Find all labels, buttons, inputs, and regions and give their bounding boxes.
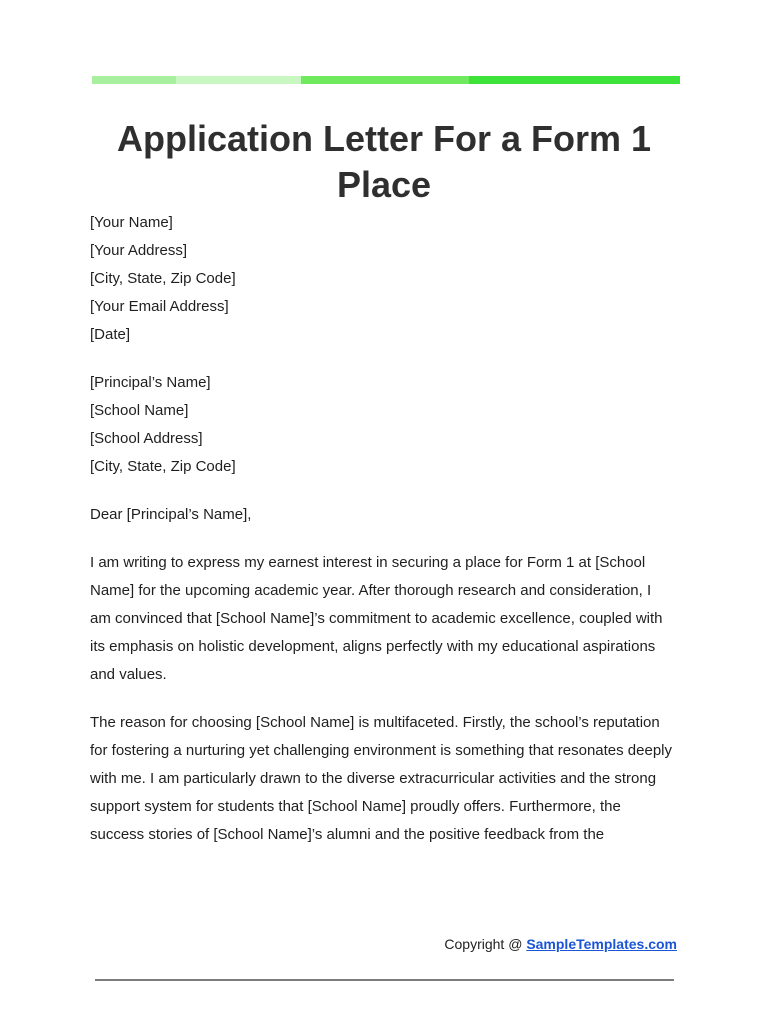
accent-bar-segment xyxy=(469,76,680,84)
recipient-school-address: [School Address] xyxy=(90,430,203,447)
accent-bar-segment xyxy=(301,76,469,84)
sampletemplates-link[interactable]: SampleTemplates.com xyxy=(526,936,677,952)
paragraph-line: I am writing to express my earnest interest in securing a place for Form 1 at [School xyxy=(90,554,646,571)
header-accent-bar xyxy=(92,76,680,84)
footer-divider xyxy=(95,979,674,981)
letter-body xyxy=(90,209,680,849)
sender-name: [Your Name] xyxy=(90,214,173,231)
paragraph-2 xyxy=(90,709,680,849)
copyright-prefix: Copyright @ xyxy=(444,936,527,952)
paragraph-line: with me. I am particularly drawn to the diverse extracurricular activities and the strong xyxy=(90,770,657,787)
document-title: Application Letter For a Form 1 Place xyxy=(116,118,652,205)
paragraph-line: for fostering a nurturing yet challenging environment is something that resonates deeply xyxy=(90,742,673,759)
recipient-address-block xyxy=(90,369,680,481)
sender-city-state-zip: [City, State, Zip Code] xyxy=(90,270,236,287)
accent-bar-segment xyxy=(176,76,301,84)
letter-date: [Date] xyxy=(90,326,131,343)
sender-email: [Your Email Address] xyxy=(90,298,229,315)
recipient-city-state-zip: [City, State, Zip Code] xyxy=(90,458,236,475)
paragraph-line: and values. xyxy=(90,666,167,683)
salutation xyxy=(90,501,680,529)
paragraph-line: Name] for the upcoming academic year. After thorough research and consideration, I xyxy=(90,582,652,599)
sender-address-block xyxy=(90,209,680,349)
paragraph-line: The reason for choosing [School Name] is multifaceted. Firstly, the school’s reputation xyxy=(90,714,660,731)
accent-bar-segment xyxy=(92,76,176,84)
paragraph-line: its emphasis on holistic development, aligns perfectly with my educational aspirations xyxy=(90,638,656,655)
sender-address: [Your Address] xyxy=(90,242,188,259)
paragraph-1 xyxy=(90,549,680,689)
salutation-text: Dear [Principal’s Name], xyxy=(90,506,252,523)
recipient-school-name: [School Name] xyxy=(90,402,189,419)
paragraph-line: success stories of [School Name]’s alumni and the positive feedback from the xyxy=(90,826,605,843)
recipient-name: [Principal’s Name] xyxy=(90,374,211,391)
copyright-notice xyxy=(444,934,677,954)
paragraph-line: support system for students that [School Name] proudly offers. Furthermore, the xyxy=(90,798,621,815)
paragraph-line: am convinced that [School Name]’s commitment to academic excellence, coupled with xyxy=(90,610,663,627)
